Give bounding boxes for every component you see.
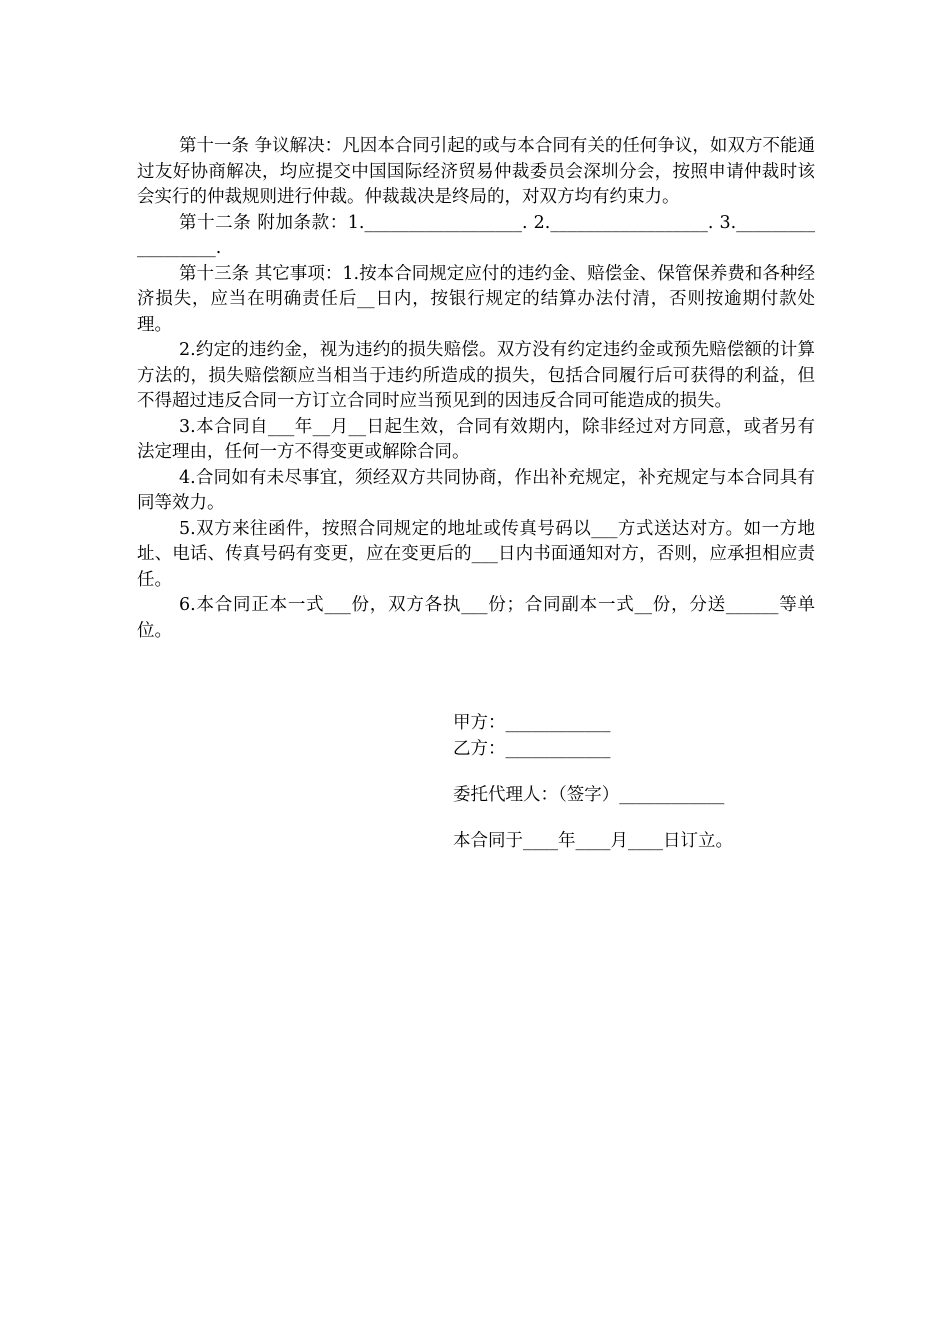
clause-13-other-matters: 第十三条 其它事项：1.按本合同规定应付的违约金、赔偿金、保管保养费和各种经济损失，应当在明确责任后__日内，按银行规定的结算办法付清，否则按逾期付款处理。 — [137, 263, 815, 335]
signature-block — [453, 710, 833, 854]
clause-13-item-5: 5.双方来往函件，按照合同规定的地址或传真号码以___方式送达对方。如一方地址、电话、传真号码有变更，应在变更后的___日内书面通知对方，否则，应承担相应责任。 — [137, 518, 815, 590]
clause-13-item-2: 2.约定的违约金，视为违约的损失赔偿。双方没有约定违约金或预先赔偿额的计算方法的，损失赔偿额应当相当于违约所造成的损失，包括合同履行后可获得的利益，但不得超过违反合同一方订立合同时应当预见到的因违反合同可能造成的损失。 — [137, 340, 815, 411]
clause-13-item-6: 6.本合同正本一式___份，双方各执___份；合同副本一式__份，分送______等单位。 — [137, 595, 815, 641]
clause-12-additional-terms: 第十二条 附加条款：1.__________________. 2.__________________. 3.__________________. — [137, 212, 815, 258]
contract-date-line: 本合同于____年____月____日订立。 — [453, 831, 733, 851]
party-b-line: 乙方：____________ — [453, 739, 611, 759]
spacer — [453, 808, 833, 828]
clause-13-item-3: 3.本合同自___年__月__日起生效，合同有效期内，除非经过对方同意，或者另有法定理由，任何一方不得变更或解除合同。 — [137, 416, 815, 462]
party-a-line: 甲方：____________ — [453, 713, 611, 733]
contract-body — [137, 134, 815, 644]
agent-signature-line: 委托代理人：（签字）____________ — [453, 785, 725, 805]
spacer — [453, 762, 833, 782]
clause-11-dispute: 第十一条 争议解决：凡因本合同引起的或与本合同有关的任何争议，如双方不能通过友好协商解决，均应提交中国国际经济贸易仲裁委员会深圳分会，按照申请仲裁时该会实行的仲裁规则进行仲裁。仲裁裁决是终局的，对双方均有约束力。 — [137, 136, 815, 207]
clause-13-item-4: 4.合同如有未尽事宜，须经双方共同协商，作出补充规定，补充规定与本合同具有同等效力。 — [137, 467, 815, 513]
